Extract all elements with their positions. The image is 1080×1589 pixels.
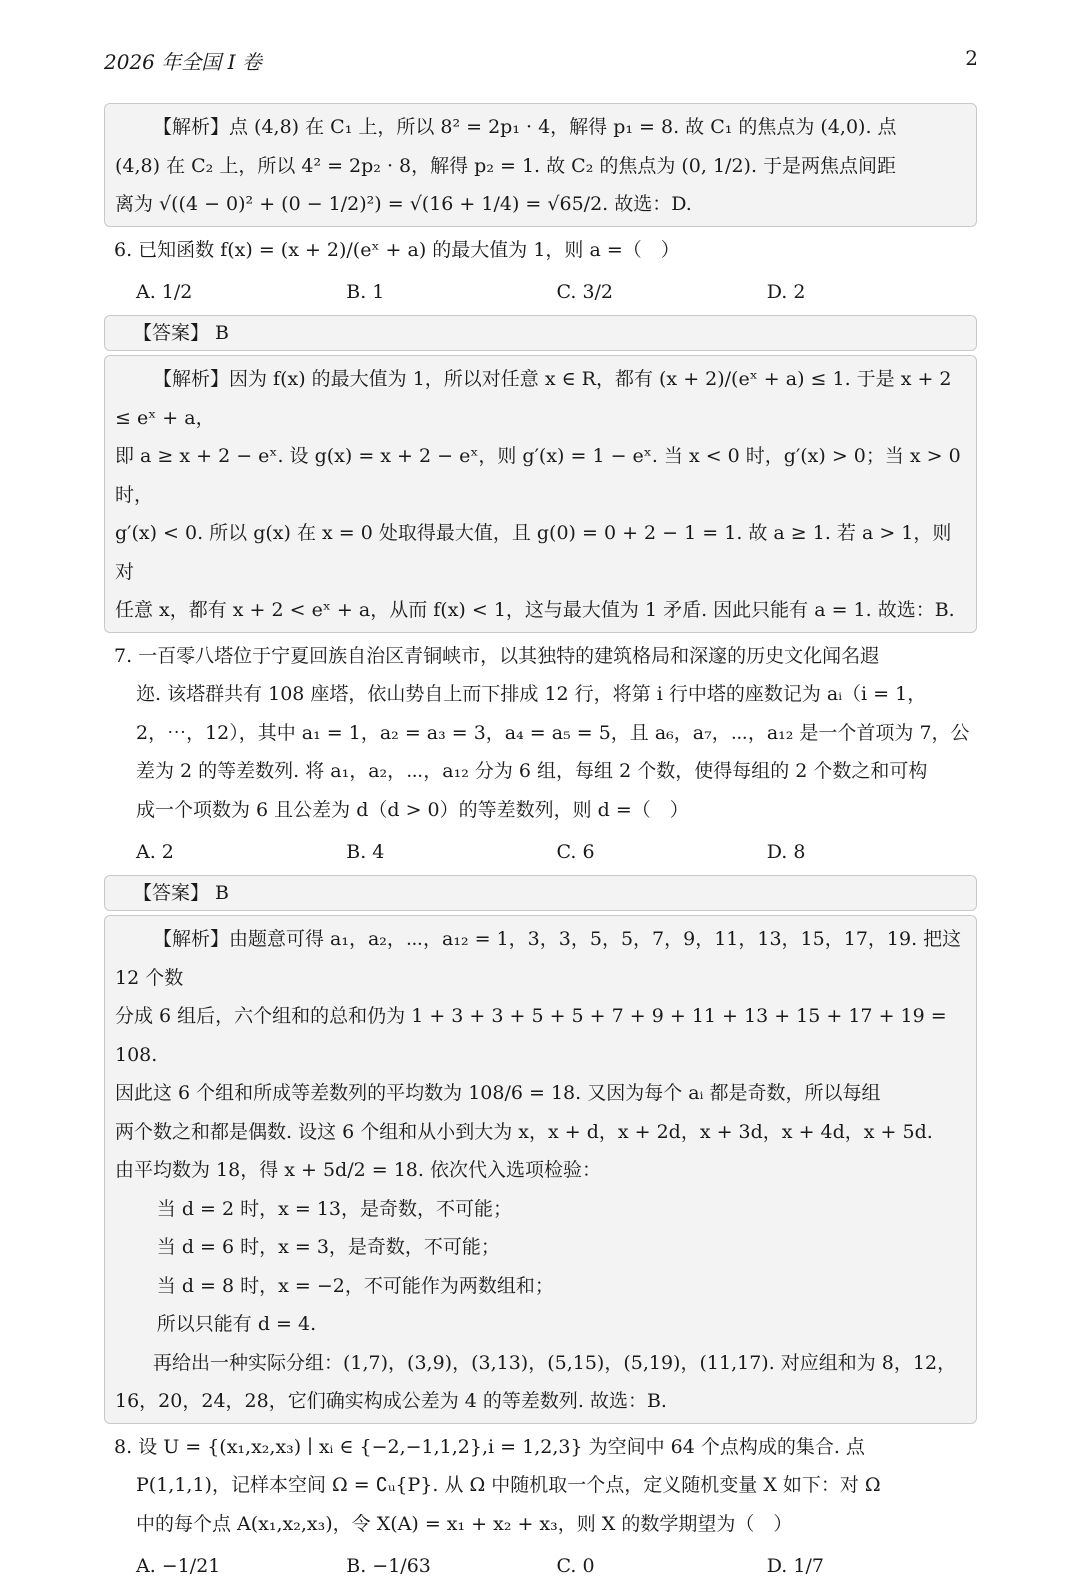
q7-option-d: D. 8: [766, 841, 806, 863]
q5-solution-box: [104, 103, 977, 227]
q6-answer-box: [104, 315, 977, 351]
q8-option-d: D. 1/7: [766, 1555, 824, 1577]
q6-solution-line-4: 任意 x，都有 x + 2 < eˣ + a，从而 f(x) < 1，这与最大值为 1 矛盾. 因此只能有 a = 1. 故选：B.: [115, 599, 955, 621]
q7-solution-line-4: 两个数之和都是偶数. 设这 6 个组和从小到大为 x，x + d，x + 2d，x + 3d，x + 4d，x + 5d.: [115, 1120, 933, 1143]
q7-stem-line-1: 7. 一百零八塔位于宁夏回族自治区青铜峡市，以其独特的建筑格局和深邃的历史文化闻名遐: [114, 644, 880, 667]
q6-option-d: D. 2: [766, 281, 806, 303]
q7-solution-box: [104, 915, 977, 1424]
q7-check-2: 当 d = 6 时，x = 3，是奇数，不可能；: [156, 1236, 500, 1258]
q7-solution-line-1: 【解析】由题意可得 a₁，a₂，⋯，a₁₂ = 1，3，3，5，5，7，9，11，13，15，17，19. 把这 12 个数: [115, 928, 962, 989]
q5-solution-line-2: (4,8) 在 C₂ 上，所以 4² = 2p₂ · 8，解得 p₂ = 1. 故 C₂ 的焦点为 (0, 1/2). 于是两焦点间距: [115, 154, 897, 177]
q7-option-c: C. 6: [556, 841, 595, 863]
q7-stem-line-4: 差为 2 的等差数列. 将 a₁，a₂，⋯，a₁₂ 分为 6 组，每组 2 个数，使得每组的 2 个数之和可构: [136, 760, 928, 782]
q6-options: [104, 269, 977, 315]
q7-options: [104, 829, 977, 875]
q8-option-b: B. −1/63: [346, 1555, 431, 1577]
q8-option-a: A. −1/21: [136, 1555, 221, 1577]
q7-stem-line-5: 成一个项数为 6 且公差为 d（d > 0）的等差数列，则 d =（ ）: [136, 798, 689, 821]
q7-answer: 【答案】 B: [133, 882, 230, 904]
q6-option-c: C. 3/2: [556, 281, 614, 303]
q7-final-line-2: 16，20，24，28，它们确实构成公差为 4 的等差数列. 故选：B.: [115, 1390, 667, 1412]
page-content: [104, 103, 977, 1589]
q6-solution-line-2: 即 a ≥ x + 2 − eˣ. 设 g(x) = x + 2 − eˣ，则 g′(x) = 1 − eˣ. 当 x < 0 时，g′(x) > 0；当 x > 0 时，: [115, 445, 961, 506]
q7-check-3: 当 d = 8 时，x = −2，不可能作为两数组和；: [156, 1274, 554, 1297]
q6-solution-box: [104, 355, 977, 633]
q6-solution-line-1: 【解析】因为 f(x) 的最大值为 1，所以对任意 x ∈ R，都有 (x + 2)/(eˣ + a) ≤ 1. 于是 x + 2 ≤ eˣ + a，: [115, 368, 952, 429]
q7-check-1: 当 d = 2 时，x = 13，是奇数，不可能；: [156, 1197, 513, 1220]
q8-option-c: C. 0: [556, 1555, 595, 1577]
q7-stem-line-3: 2，⋯，12），其中 a₁ = 1，a₂ = a₃ = 3，a₄ = a₅ = 5，且 a₆，a₇，⋯，a₁₂ 是一个首项为 7，公: [136, 721, 970, 744]
q7-solution-line-5: 由平均数为 18，得 x + 5d/2 = 18. 依次代入选项检验：: [115, 1159, 601, 1181]
q7-solution-line-3: 因此这 6 个组和所成等差数列的平均数为 108/6 = 18. 又因为每个 aᵢ 都是奇数，所以每组: [115, 1082, 881, 1104]
q7-stem-line-2: 迩. 该塔群共有 108 座塔，依山势自上而下排成 12 行，将第 i 行中塔的座数记为 aᵢ（i = 1，: [136, 683, 927, 705]
q7-answer-box: [104, 875, 977, 911]
q7-option-b: B. 4: [346, 841, 385, 863]
q7-final-line-1: 再给出一种实际分组：(1,7)，(3,9)，(3,13)，(5,15)，(5,19)，(11,17). 对应组和为 8，12，: [153, 1351, 957, 1374]
q8-stem-line-2: P(1,1,1)，记样本空间 Ω = ∁ᵤ{P}. 从 Ω 中随机取一个点，定义随机变量 X 如下：对 Ω: [136, 1474, 881, 1496]
q7-check-4: 所以只能有 d = 4.: [156, 1313, 317, 1335]
q6-answer: 【答案】 B: [133, 322, 230, 344]
page-number: 2: [965, 46, 978, 70]
q7-option-a: A. 2: [136, 841, 174, 863]
q6-solution-line-3: g′(x) < 0. 所以 g(x) 在 x = 0 处取得最大值，且 g(0) = 0 + 2 − 1 = 1. 故 a ≥ 1. 若 a > 1，则对: [115, 522, 952, 583]
q5-solution-line-3: 离为 √((4 − 0)² + (0 − 1/2)²) = √(16 + 1/4) = √65/2. 故选：D.: [115, 193, 692, 215]
q7-solution-line-2: 分成 6 组后，六个组和的总和仍为 1 + 3 + 3 + 5 + 5 + 7 + 9 + 11 + 13 + 15 + 17 + 19 = 108.: [115, 1005, 947, 1066]
q8-stem-line-3: 中的每个点 A(x₁,x₂,x₃)，令 X(A) = x₁ + x₂ + x₃，则 X 的数学期望为（ ）: [136, 1512, 793, 1535]
q8-options: [104, 1543, 977, 1589]
q5-solution-line-1: 【解析】点 (4,8) 在 C₁ 上，所以 8² = 2p₁ · 4，解得 p₁ = 8. 故 C₁ 的焦点为 (4,0). 点: [153, 116, 897, 138]
q6-option-a: A. 1/2: [136, 281, 193, 303]
q6-stem: 6. 已知函数 f(x) = (x + 2)/(eˣ + a) 的最大值为 1，则 a =（ ）: [114, 238, 680, 261]
q8-stem-line-1: 8. 设 U = {(x₁,x₂,x₃) ∣ xᵢ ∈ {−2,−1,1,2},i = 1,2,3} 为空间中 64 个点构成的集合. 点: [114, 1435, 865, 1458]
header-title: 2026 年全国 I 卷: [104, 50, 262, 74]
q6-option-b: B. 1: [346, 281, 385, 303]
